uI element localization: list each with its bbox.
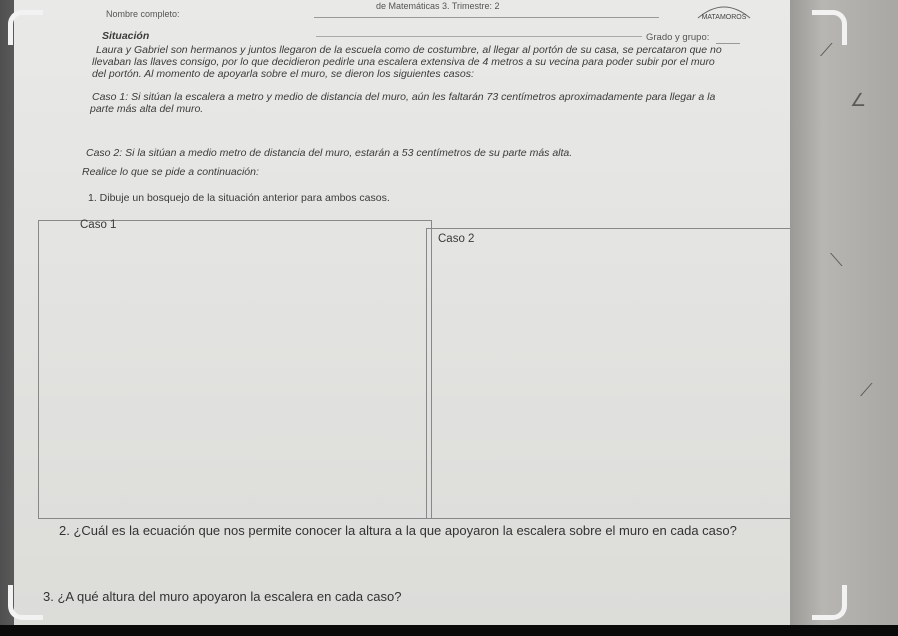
pencil-mark-icon: ⟋ [820, 40, 833, 61]
case2-text: Caso 2: Si la sitúan a medio metro de distancia del muro, estarán a 53 centímetros de su parte más alta. [86, 147, 573, 159]
case1-line-1: Caso 1: Si sitúan la escalera a metro y medio de distancia del muro, aún les faltarán 73 centímetros aproximadamente para llegar a la [92, 91, 716, 103]
name-label: Nombre completo: [106, 9, 180, 19]
grade-label: Grado y grupo: [646, 32, 710, 43]
crop-handle-bottom-right[interactable] [812, 585, 847, 620]
crop-handle-top-right[interactable] [812, 10, 847, 45]
bottom-bar [0, 625, 898, 636]
question-1: 1. Dibuje un bosquejo de la situación anterior para ambos casos. [88, 192, 390, 204]
pencil-mark-icon: ⟋ [860, 380, 873, 401]
case-1-label: Caso 1 [80, 219, 117, 231]
question-3: 3. ¿A qué altura del muro apoyaron la escalera en cada caso? [43, 589, 402, 604]
pencil-mark-icon: ⟍ [830, 250, 843, 271]
title-underline [316, 36, 642, 37]
name-underline [314, 17, 659, 18]
paragraph-line-3: del portón. Al momento de apoyarla sobre el muro, se dieron los siguientes casos: [92, 68, 474, 80]
sketch-box-case-2[interactable] [426, 228, 790, 519]
instruction-text: Realice lo que se pide a continuación: [82, 166, 259, 178]
sketch-box-case-1[interactable] [38, 220, 432, 519]
school-logo-icon [694, 2, 754, 22]
situation-title: Situación [102, 30, 150, 42]
paragraph-line-1: Laura y Gabriel son hermanos y juntos llegaron de la escuela como de costumbre, al llegar al portón de su casa, se percataron que no [96, 44, 722, 56]
worksheet-page [14, 0, 790, 625]
case-2-label: Caso 2 [438, 233, 475, 245]
case1-line-2: parte más alta del muro. [90, 103, 204, 115]
background-sheet [790, 0, 898, 625]
crop-handle-bottom-left[interactable] [8, 585, 43, 620]
question-2: 2. ¿Cuál es la ecuación que nos permite conocer la altura a la que apoyaron la escalera sobre el muro en cada caso? [59, 523, 737, 538]
crop-handle-top-left[interactable] [8, 10, 43, 45]
course-line: de Matemáticas 3. Trimestre: 2 [376, 1, 500, 11]
pencil-mark-icon: ∠ [850, 90, 867, 111]
paragraph-line-2: llevaban las llaves consigo, por lo que decidieron pedirle una escalera extensiva de 4 metros a su vecina para poder subir por el muro [92, 56, 715, 68]
logo-text: MATAMOROS [701, 14, 747, 21]
